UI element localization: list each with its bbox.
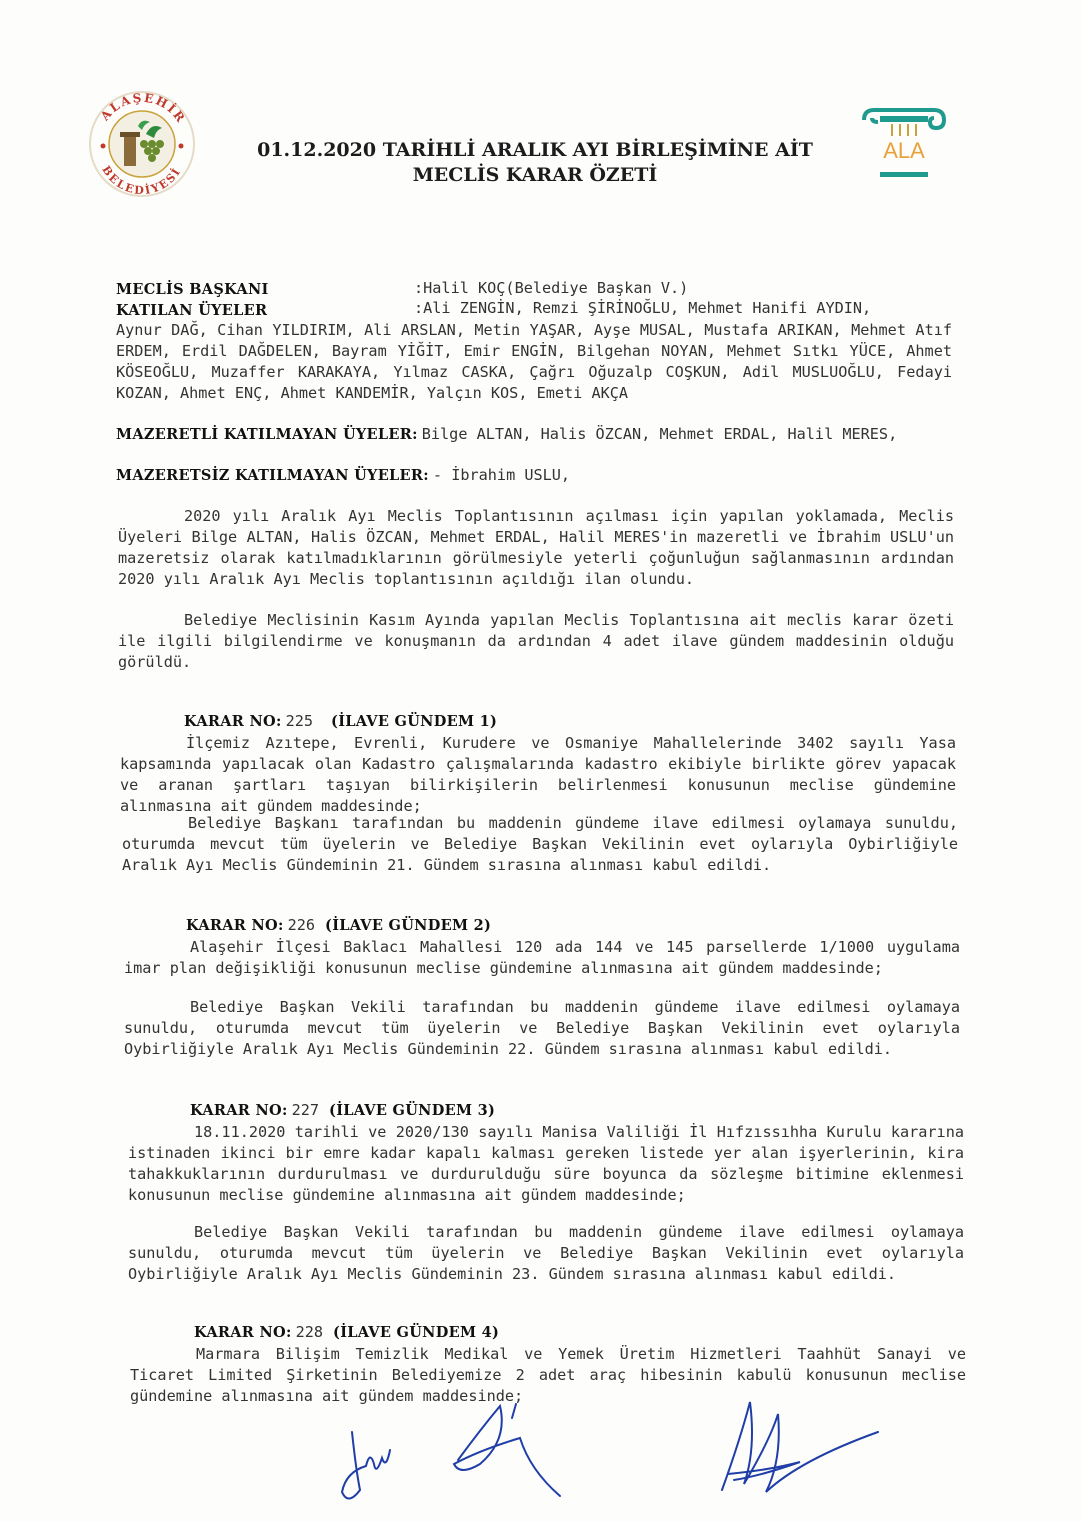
members-row (116, 302, 267, 320)
title-line-2: MECLİS KARAR ÖZETİ (412, 164, 658, 186)
decision-226-paragraph-2 (124, 997, 960, 1060)
decision-226-header (186, 916, 491, 935)
members-value-rest: Aynur DAĞ, Cihan YILDIRIM, Ali ARSLAN, Metin YAŞAR, Ayşe MUSAL, Mustafa ARIKAN, Mehmet Atıf ERDEM, Erdil DAĞDELEN, Bayram YİĞİT, Emir ENGİN, Bilgehan NOYAN, Mehmet Sıtkı YÜCE, Ahmet KÖSEOĞLU, Muzaffer KARAKAYA, Yılmaz CASKA, Çağrı Oğuzalp COŞKUN, Adil MUSLUOĞLU, Fedayi KOZAN, Ahmet ENÇ, Ahmet KANDEMİR, Yalçın KOS, Emeti AKÇA (116, 321, 952, 402)
decision-tag: (İLAVE GÜNDEM 3) (329, 1102, 496, 1119)
president-row (116, 281, 269, 299)
svg-text:ALAŞEHİR: ALAŞEHİR (97, 90, 189, 127)
decision-tag: (İLAVE GÜNDEM 2) (325, 917, 492, 934)
decision-228-header (194, 1323, 499, 1342)
intro-p1-text: 2020 yılı Aralık Ayı Meclis Toplantısının açılması için yapılan yoklamada, Meclis Üyeleri Bilge ALTAN, Halis ÖZCAN, Mehmet ERDAL, Halil MERES'in mazeretli ve İbrahim USLU'un mazeretsiz olarak katılmadıklarının görülmesiyle yeterli çoğunluğun sağlanmasının ardından 2020 yılı Aralık Ayı Meclis toplantısının açıldığı ilan olundu. (118, 507, 954, 588)
decision-226-paragraph-1 (124, 937, 960, 979)
decision-227-p2-text: Belediye Başkan Vekili tarafından bu maddenin gündeme ilave edilmesi oylamaya sunuldu, oturumda mevcut tüm üyelerin ve Belediye Başkan Vekilinin evet oylarıyla Oybirliğiyle Aralık Ayı Meclis Gündeminin 23. Gündem sırasına alınması kabul edildi. (128, 1223, 964, 1283)
decision-227-p1-text: 18.11.2020 tarihli ve 2020/130 sayılı Manisa Valiliği İl Hıfzıssıhha Kurulu kararına istinaden ikinci bir emre kadar kapalı kalması gereken listede yer alan işyerlerinin, kira tahakkuklarının durdurulması ve durdurulduğu süre boyunca da sözleşme bitimine eklenmesi konusunun meclise gündemine alınmasına ait gündem maddesinde; (128, 1123, 964, 1204)
members-label: KATILAN ÜYELER (116, 302, 268, 319)
decision-no-label: KARAR NO: (190, 1102, 288, 1119)
intro-paragraph-1 (118, 506, 954, 590)
excused-row (116, 424, 952, 445)
alasehir-municipality-seal (86, 84, 198, 204)
decision-225-paragraph-1 (120, 733, 956, 817)
signature-2 (454, 1404, 560, 1496)
decision-no-label: KARAR NO: (186, 917, 284, 934)
decision-225-p2-text: Belediye Başkanı tarafından bu maddenin gündeme ilave edilmesi oylamaya sunuldu, oturumda mevcut tüm üyelerin ve Belediye Başkan Vekilinin evet oylarıyla Oybirliğiyle Aralık Ayı Meclis Gündeminin 21. Gündem sırasına alınması kabul edildi. (122, 814, 958, 874)
president-label: MECLİS BAŞKANI (116, 281, 269, 298)
svg-text:BELEDİYESİ: BELEDİYESİ (99, 163, 184, 198)
intro-paragraph-2 (118, 610, 954, 673)
president-value: :Halil KOÇ(Belediye Başkan V.) (414, 279, 689, 297)
decision-no: 226 (287, 916, 316, 934)
decision-no-label: KARAR NO: (194, 1324, 292, 1341)
decision-226-p1-text: Alaşehir İlçesi Baklacı Mahallesi 120 ada 144 ve 145 parsellerde 1/1000 uygulama imar plan değişikliği konusunun meclise gündemine alınmasına ait gündem maddesinde; (124, 938, 960, 977)
decision-225-p1-text: İlçemiz Azıtepe, Evrenli, Kurudere ve Osmaniye Mahallelerinde 3402 sayılı Yasa kapsamında yapılacak olan Kadastro çalışmalarında kadastro ekibiyle birlikte görev yapacak ve aranan şartları taşıyan bilirkişilerin belirlenmesi konusunun meclise gündemine alınmasına ait gündem maddesinde; (120, 734, 956, 815)
unexcused-row (116, 466, 570, 485)
page-title (230, 138, 840, 188)
excused-value: Bilge ALTAN, Halis ÖZCAN, Mehmet ERDAL, Halil MERES, (421, 425, 898, 443)
signature-1 (342, 1432, 390, 1499)
decision-228-p1-text: Marmara Bilişim Temizlik Medikal ve Yemek Üretim Hizmetleri Taahhüt Sanayi ve Ticaret Limited Şirketinin Belediyemize 2 adet araç hibesinin kabulü konusunun meclise gündemine alınmasına ait gündem maddesinde; (130, 1345, 966, 1405)
decision-no: 228 (295, 1323, 324, 1341)
decision-226-p2-text: Belediye Başkan Vekili tarafından bu maddenin gündeme ilave edilmesi oylamaya sunuldu, oturumda mevcut tüm üyelerin ve Belediye Başkan Vekilinin evet oylarıyla Oybirliğiyle Aralık Ayı Meclis Gündeminin 22. Gündem sırasına alınması kabul edildi. (124, 998, 960, 1058)
signature-3 (722, 1402, 878, 1492)
decision-no: 225 (285, 712, 314, 730)
excused-label: MAZERETLİ KATILMAYAN ÜYELER: (116, 426, 418, 443)
signatures-area (330, 1380, 930, 1520)
intro-p2-text: Belediye Meclisinin Kasım Ayında yapılan Meclis Toplantısına ait meclis karar özeti ile ilgili bilgilendirme ve konuşmanın da ardından 4 adet ilave gündem maddesinin olduğu görüldü. (118, 611, 954, 671)
decision-227-header (190, 1101, 495, 1120)
decision-no: 227 (291, 1101, 320, 1119)
decision-225-header (184, 712, 497, 731)
ala-city-logo (858, 106, 950, 184)
decision-tag: (İLAVE GÜNDEM 4) (333, 1324, 500, 1341)
title-line-1: 01.12.2020 TARİHLİ ARALIK AYI BİRLEŞİMİNE AİT (257, 139, 813, 161)
unexcused-value: - İbrahim USLU, (432, 466, 571, 484)
decision-225-paragraph-2 (122, 813, 958, 876)
unexcused-label: MAZERETSİZ KATILMAYAN ÜYELER: (116, 467, 429, 484)
members-value-first: :Ali ZENGİN, Remzi ŞİRİNOĞLU, Mehmet Hanifi AYDIN, (414, 299, 872, 317)
decision-227-paragraph-1 (128, 1122, 964, 1206)
decision-no-label: KARAR NO: (184, 713, 282, 730)
decision-tag: (İLAVE GÜNDEM 1) (331, 713, 498, 730)
decision-227-paragraph-2 (128, 1222, 964, 1285)
ala-logo-wordmark: ALA (883, 138, 925, 163)
